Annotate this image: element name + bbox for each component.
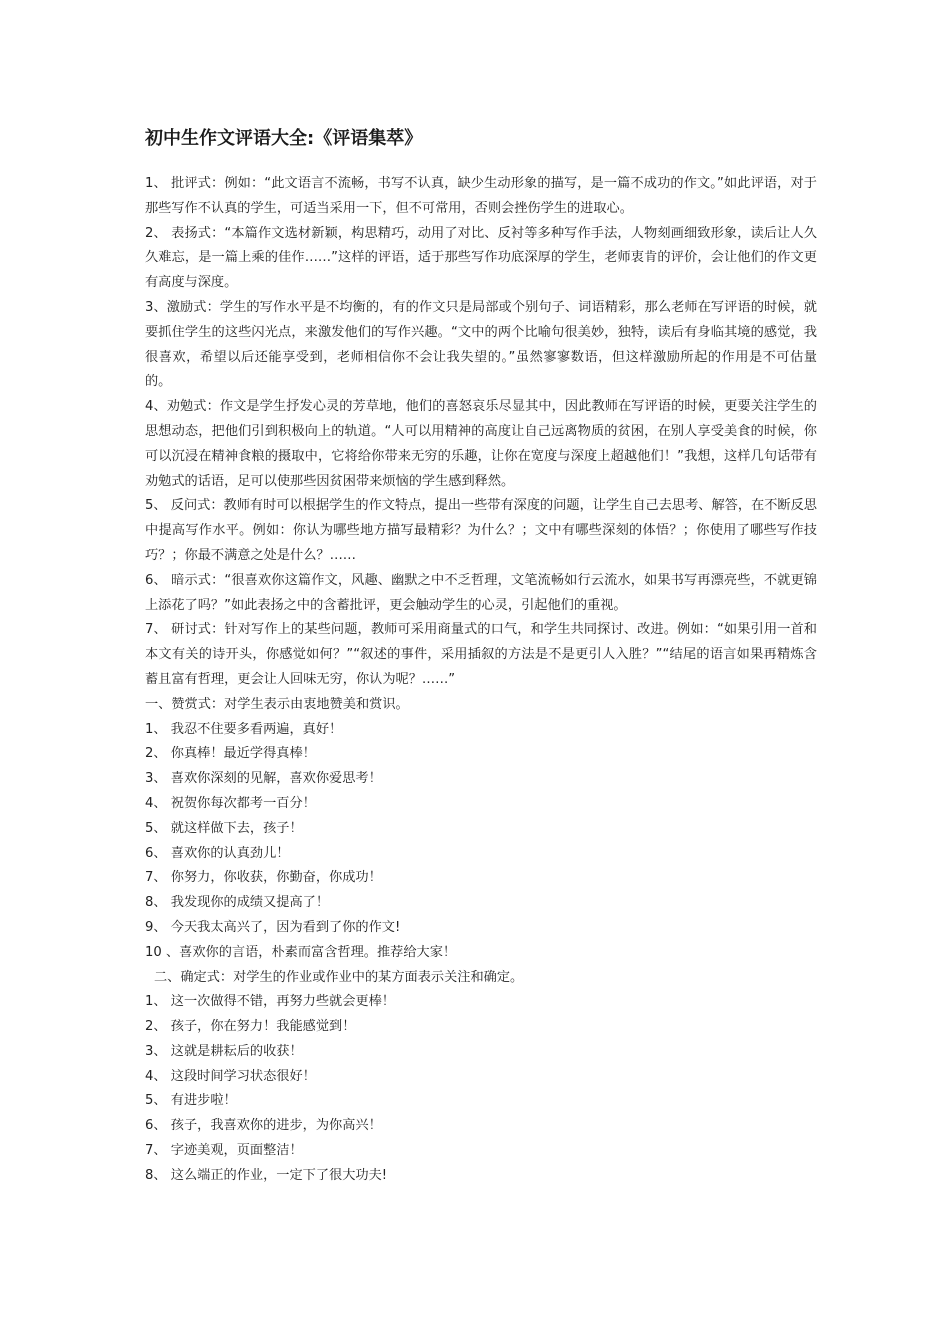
paragraph-persuasion: 4、劝勉式：作文是学生抒发心灵的芳草地，他们的喜怒哀乐尽显其中，因此教师在写评语的时候，更要关注学生的思想动态，把他们引到积极向上的轨道。“人可以用精神的高度让自己远离物质的贫困，在别人享受美食的时候，你可以沉浸在精神食粮的摄取中，它将给你带来无穷的乐趣，让你在宽度与深度上超越他们！”我想，这样几句话带有劝勉式的话语，足可以使那些因贫困带来烦恼的学生感到释然。	[145, 399, 817, 489]
list-item: 5、 有进步啦！	[145, 1093, 237, 1109]
section-heading-affirmation: 二、确定式：对学生的作业或作业中的某方面表示关注和确定。	[154, 969, 524, 985]
list-item: 6、 喜欢你的认真劲儿！	[145, 845, 290, 861]
list-item: 4、 祝贺你每次都考一百分！	[145, 795, 316, 811]
paragraph-rhetorical: 5、 反问式：教师有时可以根据学生的作文特点，提出一些带有深度的问题，让学生自己去思考、解答，在不断反思中提高写作水平。例如：你认为哪些地方描写最精彩？为什么？；文中有哪些深刻的体悟？；你使用了哪些写作技巧？；你最不满意之处是什么？……	[145, 498, 817, 563]
list-item: 3、 喜欢你深刻的见解，喜欢你爱思考！	[145, 771, 382, 787]
list-item: 1、 我忍不住要多看两遍，真好！	[145, 721, 343, 737]
list-item: 8、 我发现你的成绩又提高了！	[145, 895, 330, 911]
list-item: 6、 孩子，我喜欢你的进步，为你高兴！	[145, 1118, 382, 1134]
list-item: 3、 这就是耕耘后的收获！	[145, 1043, 303, 1059]
list-item: 10 、喜欢你的言语，朴素而富含哲理。推荐给大家！	[145, 944, 457, 960]
paragraph-praise: 2、 表扬式：“本篇作文选材新颖，构思精巧，动用了对比、反衬等多种写作手法，人物刻画细致形象，读后让人久久难忘，是一篇上乘的佳作……”这样的评语，适于那些写作功底深厚的学生，老师衷肯的评价，会让他们的作文更有高度与深度。	[145, 225, 817, 291]
document-title: 初中生作文评语大全:《评语集萃》	[145, 128, 423, 149]
paragraph-encouragement: 3、激励式：学生的写作水平是不均衡的，有的作文只是局部或个别句子、词语精彩，那么老师在写评语的时候，就要抓住学生的这些闪光点，来激发他们的写作兴趣。“文中的两个比喻句很美妙，独特，读后有身临其境的感觉，我很喜欢，希望以后还能享受到，老师相信你不会让我失望的。”虽然寥寥数语，但这样激励所起的作用是不可估量的。	[145, 299, 817, 390]
paragraph-hint: 6、 暗示式：“很喜欢你这篇作文，风趣、幽默之中不乏哲理，文笔流畅如行云流水，如果书写再漂亮些，不就更锦上添花了吗？”如此表扬之中的含蓄批评，更会触动学生的心灵，引起他们的重视。	[145, 572, 817, 613]
paragraph-discussion: 7、 研讨式：针对写作上的某些问题，教师可采用商量式的口气，和学生共同探讨、改进。例如：“如果引用一首和本文有关的诗开头，你感觉如何？”“叙述的事件，采用插叙的方法是不是更引人入胜？”“结尾的语言如果再精炼含蓄且富有哲理，更会让人回味无穷，你认为呢？……”	[145, 622, 817, 687]
section-heading-appreciation: 一、赞赏式：对学生表示由衷地赞美和赏识。	[145, 696, 409, 712]
list-item: 2、 你真棒！最近学得真棒！	[145, 746, 316, 762]
list-item: 5、 就这样做下去，孩子！	[145, 820, 303, 836]
list-item: 8、 这么端正的作业，一定下了很大功夫!	[145, 1167, 388, 1183]
list-item: 7、 字迹美观，页面整洁！	[145, 1143, 303, 1159]
list-item: 1、 这一次做得不错，再努力些就会更棒！	[145, 994, 395, 1010]
document-body	[145, 172, 817, 1189]
list-item: 9、 今天我太高兴了，因为看到了你的作文!	[145, 919, 401, 935]
list-item: 2、 孩子，你在努力！我能感觉到！	[145, 1019, 356, 1035]
paragraph-criticism: 1、 批评式：例如：“此文语言不流畅，书写不认真，缺少生动形象的描写，是一篇不成功的作文。”如此评语，对于那些写作不认真的学生，可适当采用一下，但不可常用，否则会挫伤学生的进取心。	[145, 176, 817, 216]
list-item: 4、 这段时间学习状态很好！	[145, 1068, 316, 1084]
list-item: 7、 你努力，你收获，你勤奋，你成功！	[145, 870, 382, 886]
